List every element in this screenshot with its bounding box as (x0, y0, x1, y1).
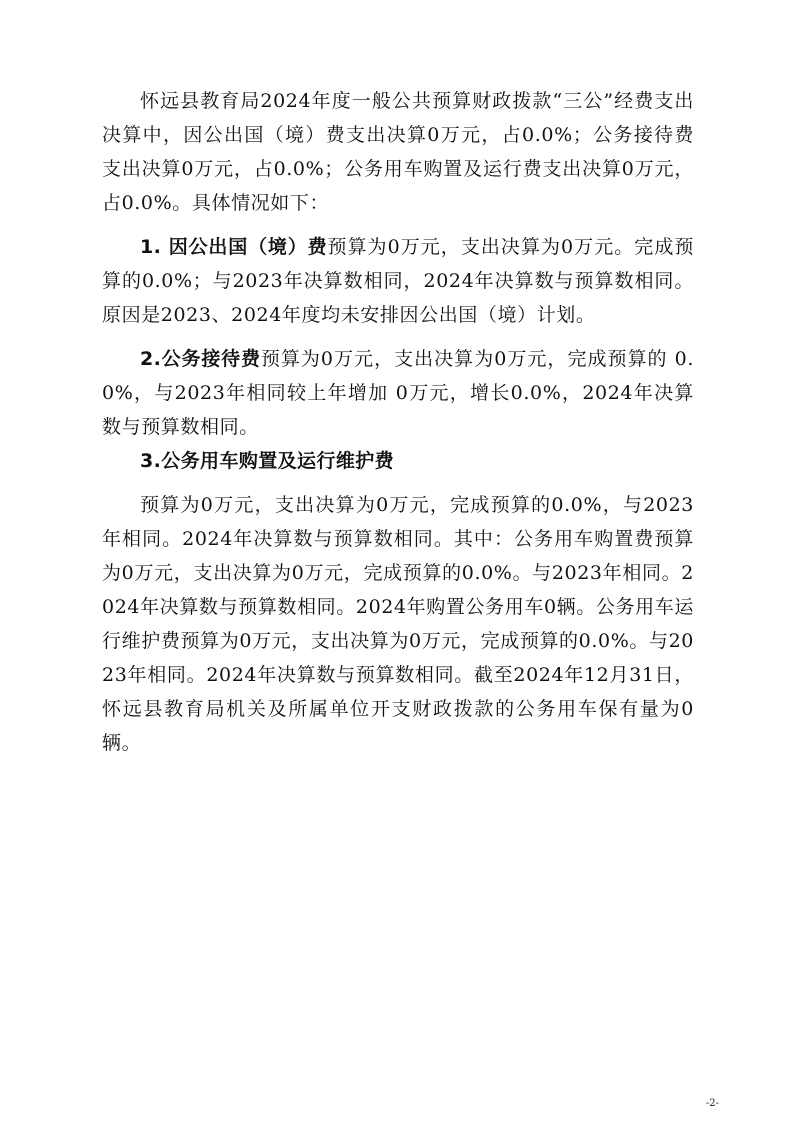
section-2-paragraph (102, 342, 694, 444)
paragraph-gap (102, 478, 694, 488)
document-body (102, 84, 694, 760)
section-1-heading: 1. 因公出国（境）费 (140, 236, 328, 258)
intro-paragraph: 怀远县教育局2024年度一般公共预算财政拨款“三公”经费支出决算中，因公出国（境）费支出决算0万元，占0.0%；公务接待费支出决算0万元，占0.0%；公务用车购置及运行费支出决算0万元，占0.0%。具体情况如下： (102, 90, 694, 214)
paragraph-gap (102, 332, 694, 342)
section-1-paragraph (102, 230, 694, 332)
page-number: -2- (705, 1098, 719, 1109)
section-3-heading: 3.公务用车购置及运行维护费 (140, 450, 395, 472)
paragraph-gap (102, 220, 694, 230)
section-1-body: 预算为0万元，支出决算为0万元。完成预算的0.0%；与2023年决算数相同，2024年决算数与预算数相同。原因是2023、2024年度均未安排因公出国（境）计划。 (102, 236, 694, 326)
section-2-heading: 2.公务接待费 (140, 348, 261, 370)
section-2-body: 预算为0万元，支出决算为0万元，完成预算的 0.0%，与2023年相同较上年增加 0万元，增长0.0%，2024年决算数与预算数相同。 (102, 348, 694, 438)
section-3-body: 预算为0万元，支出决算为0万元，完成预算的0.0%，与2023年相同。2024年决算数与预算数相同。其中：公务用车购置费预算为0万元，支出决算为0万元，完成预算的0.0%。与2023年相同。2024年决算数与预算数相同。2024年购置公务用车0辆。公务用车运行维护费预算为0万元，支出决算为0万元，完成预算的0.0%。与2023年相同。2024年决算数与预算数相同。截至2024年12月31日，怀远县教育局机关及所属单位开支财政拨款的公务用车保有量为0辆。 (102, 494, 694, 754)
